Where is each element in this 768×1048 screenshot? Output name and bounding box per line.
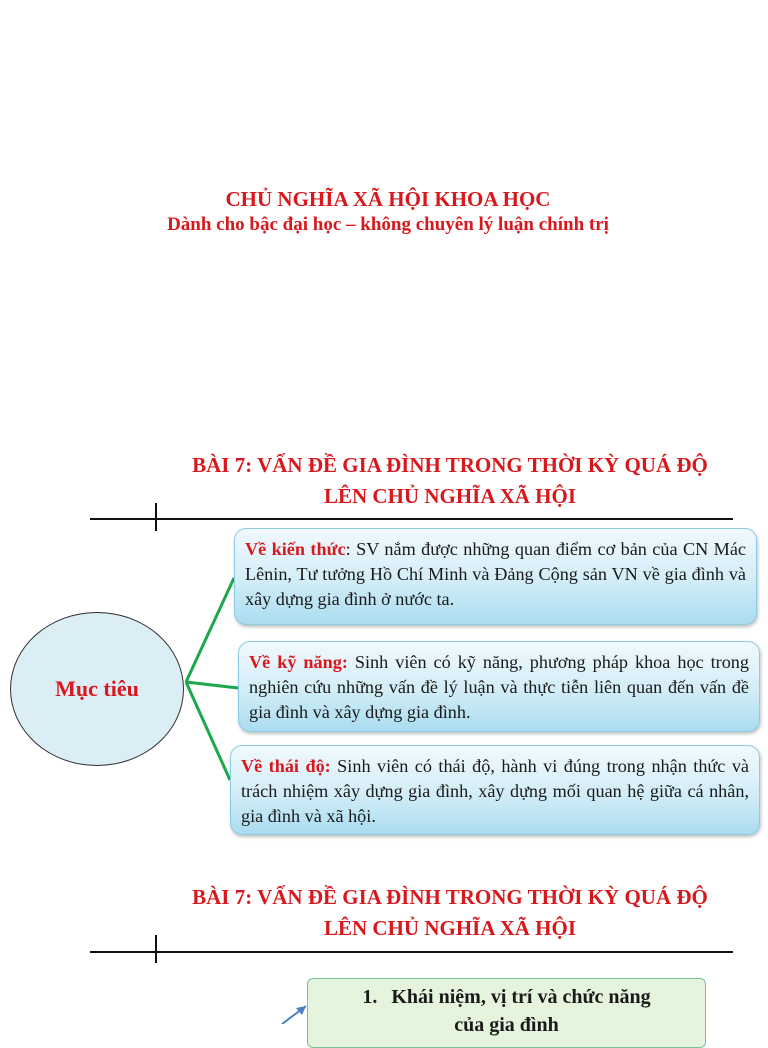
section-title-line2: của gia đình [454,1014,559,1036]
objectives-circle [10,612,184,766]
section-line1 [308,983,705,1011]
course-subtitle: Dành cho bậc đại học – không chuyên lý luận chính trị [167,214,609,235]
objective-attitude-box [230,745,760,835]
lesson-heading-line1: BÀI 7: VẤN ĐỀ GIA ĐÌNH TRONG THỜI KỲ QUÁ ĐỘ [192,453,708,477]
section-arrow-head [296,1006,306,1015]
objectives-label: Mục tiêu [55,676,139,701]
course-title: CHỦ NGHĨA XÃ HỘI KHOA HỌC [225,187,551,211]
lesson-heading-repeat-line1: BÀI 7: VẤN ĐỀ GIA ĐÌNH TRONG THỜI KỲ QUÁ ĐỘ [192,885,708,909]
objective-attitude-lead: Về thái độ: [241,756,331,776]
section-title: Khái niệm, vị trí và chức năng [391,986,651,1008]
heading-repeat-divider-tick [155,935,157,963]
objective-knowledge-text: : SV nắm được những quan điểm cơ bản của CN Mác Lênin, Tư tưởng Hồ Chí Minh và Đảng Cộng sản VN về gia đình và xây dựng gia đình ở nước ta. [245,539,746,609]
lesson-heading-repeat-line2: LÊN CHỦ NGHĨA XÃ HỘI [323,916,577,940]
connector-skills [186,682,238,688]
connector-knowledge [186,578,234,682]
lesson-heading-repeat [120,882,768,944]
section-box [307,978,706,1048]
objective-skills-box [238,641,760,732]
heading-repeat-divider [90,951,733,953]
lesson-heading-line2: LÊN CHỦ NGHĨA XÃ HỘI [323,484,577,508]
connector-attitude [186,682,230,780]
section-number: 1. [362,986,378,1008]
objective-skills-text: Sinh viên có kỹ năng, phương pháp khoa học trong nghiên cứu những vấn đề lý luận và thực tiễn liên quan đến vấn đề gia đình và xây dựng gia đình. [249,652,749,722]
objective-skills-lead: Về kỹ năng: [249,652,348,672]
objective-attitude-text: Sinh viên có thái độ, hành vi đúng trong nhận thức và trách nhiệm xây dựng gia đình, xây dựng mối quan hệ giữa cá nhân, gia đình và xã hội. [241,756,749,826]
objective-knowledge-box [234,528,757,625]
objective-knowledge-lead: Về kiến thức [245,539,346,559]
